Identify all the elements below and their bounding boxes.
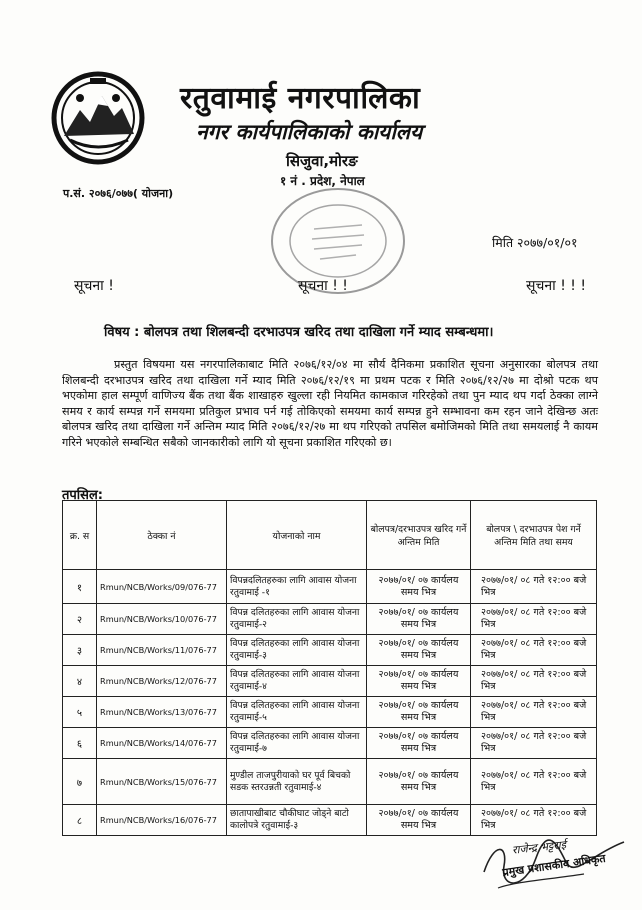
header-contract-no: ठेक्का नं: [97, 501, 227, 570]
cell-purchase-deadline: २०७७/०१/ ०७ कार्यलय समय भित्र: [367, 666, 471, 697]
table-row: [63, 604, 597, 635]
cell-serial: ३: [63, 635, 97, 666]
cell-serial: ४: [63, 666, 97, 697]
cell-project-name: विपन्न दलितहरुका लागि आवास योजना रतुवामाई-४: [227, 666, 367, 697]
table-header-row: [63, 501, 597, 570]
notice-heading-1: सूचना !: [74, 278, 114, 294]
cell-serial: १: [63, 570, 97, 604]
cell-serial: ८: [63, 805, 97, 836]
cell-contract-no: Rmun/NCB/Works/14/076-77: [97, 728, 227, 759]
notice-date: मिति २०७७/०१/०१: [492, 235, 578, 250]
notice-subject: विषय : बोलपत्र तथा शिलबन्दी दरभाउपत्र खरिद तथा दाखिला गर्ने म्याद सम्बन्धमा।: [104, 325, 494, 340]
cell-contract-no: Rmun/NCB/Works/13/076-77: [97, 697, 227, 728]
cell-submit-deadline: २०७७/०१/ ०८ गते १२:०० बजे भित्र: [471, 759, 597, 805]
table-row: [63, 570, 597, 604]
office-title: रतुवामाई नगरपालिका: [180, 81, 421, 116]
cell-submit-deadline: २०७७/०१/ ०८ गते १२:०० बजे भित्र: [471, 728, 597, 759]
table-row: [63, 759, 597, 805]
cell-project-name: विपन्न दलितहरुका लागि आवास योजना रतुवामाई-२: [227, 604, 367, 635]
details-label: तपसिल:: [62, 488, 103, 503]
cell-project-name: मुण्डील ताजपुरीयाको घर पूर्व बिचको सडक स्तरउन्नती रतुवामाई-४: [227, 759, 367, 805]
cell-submit-deadline: २०७७/०१/ ०८ गते १२:०० बजे भित्र: [471, 666, 597, 697]
municipality-emblem-icon: [50, 70, 146, 166]
cell-submit-deadline: २०७७/०१/ ०८ गते १२:०० बजे भित्र: [471, 570, 597, 604]
cell-contract-no: Rmun/NCB/Works/12/076-77: [97, 666, 227, 697]
header-project-name: योजनाको नाम: [227, 501, 367, 570]
cell-serial: २: [63, 604, 97, 635]
cell-submit-deadline: २०७७/०१/ ०८ गते १२:०० बजे भित्र: [471, 805, 597, 836]
cell-project-name: विपन्न दलितहरुका लागि आवास योजना रतुवामाई-३: [227, 635, 367, 666]
bid-schedule-table: [62, 500, 597, 836]
header-serial: क्र. स: [63, 501, 97, 570]
cell-contract-no: Rmun/NCB/Works/11/076-77: [97, 635, 227, 666]
cell-project-name: विपन्न दलितहरुका लागि आवास योजना रतुवामाई-५: [227, 697, 367, 728]
cell-project-name: विपन्न दलितहरुका लागि आवास योजना रतुवामाई-७: [227, 728, 367, 759]
office-province: १ नं . प्रदेश, नेपाल: [280, 174, 365, 188]
notice-heading-3: सूचना ! ! !: [526, 278, 586, 294]
cell-contract-no: Rmun/NCB/Works/16/076-77: [97, 805, 227, 836]
notice-heading-2: सूचना ! !: [298, 278, 348, 294]
table-row: [63, 697, 597, 728]
signatory-name: राजेन्द्र भट्टराई: [511, 838, 567, 857]
office-subtitle: नगर कार्यपालिकाको कार्यालय: [196, 120, 423, 144]
cell-submit-deadline: २०७७/०१/ ०८ गते १२:०० बजे भित्र: [471, 635, 597, 666]
cell-purchase-deadline: २०७७/०१/ ०७ कार्यलय समय भित्र: [367, 604, 471, 635]
table-row: [63, 805, 597, 836]
signatory-role: प्रमुख प्रशासकीय अधिकृत: [501, 851, 607, 880]
notice-body: प्रस्तुत विषयमा यस नगरपालिकाबाट मिति २०७६/१२/०४ मा सौर्य दैनिकमा प्रकाशित सूचना अनुसारका बोलपत्र तथा शिलबन्दी दरभाउपत्र खरिद तथा दाखिला गर्ने म्याद मिति २०७६/१२/१९ मा प्रथम पटक र मिति २०७६/१२/२७ मा दोश्रो पटक थप भएकोमा हाल सम्पूर्ण वाणिज्य बैंक तथा बैंक शाखाहरु खुल्ला रही नियमित कामकाज गरिरहेको तथा पुन म्याद थप गर्दा ठेक्का लाग्ने समय र कार्य सम्पन्न गर्ने समयमा प्रतिकुल प्रभाव पर्न गई तोकिएको समयमा कार्य सम्पन्न हुने सम्भावना कम रहन जाने देखिन्छ अतः बोलपत्र खरिद तथा दाखिला गर्ने अन्तिम म्याद मिति २०७६/१२/२७ मा थप गरिएको तपसिल बमोजिमको मिति तथा समयलाई नै कायम गरिने भएकोले सम्बन्धित सबैको जानकारीको लागि यो सूचना प्रकाशित गरिएको छ।: [62, 358, 598, 449]
table-row: [63, 666, 597, 697]
cell-serial: ७: [63, 759, 97, 805]
cell-project-name: छातापाखीबाट चौकीघाट जोड्ने बाटो कालोपत्रे रतुवामाई-३: [227, 805, 367, 836]
cell-submit-deadline: २०७७/०१/ ०८ गते १२:०० बजे भित्र: [471, 604, 597, 635]
cell-serial: ६: [63, 728, 97, 759]
cell-submit-deadline: २०७७/०१/ ०८ गते १२:०० बजे भित्र: [471, 697, 597, 728]
cell-purchase-deadline: २०७७/०१/ ०७ कार्यलय समय भित्र: [367, 570, 471, 604]
cell-purchase-deadline: २०७७/०१/ ०७ कार्यलय समय भित्र: [367, 635, 471, 666]
cell-serial: ५: [63, 697, 97, 728]
table-row: [63, 728, 597, 759]
cell-purchase-deadline: २०७७/०१/ ०७ कार्यलय समय भित्र: [367, 728, 471, 759]
cell-purchase-deadline: २०७७/०१/ ०७ कार्यलय समय भित्र: [367, 697, 471, 728]
cell-contract-no: Rmun/NCB/Works/15/076-77: [97, 759, 227, 805]
cell-purchase-deadline: २०७७/०१/ ०७ कार्यलय समय भित्र: [367, 759, 471, 805]
cell-purchase-deadline: २०७७/०१/ ०७ कार्यलय समय भित्र: [367, 805, 471, 836]
reference-number: प.सं. २०७६/०७७( योजना): [63, 187, 174, 200]
cell-project-name: विपन्नदलितहरुका लागि आवास योजना रतुवामाई -१: [227, 570, 367, 604]
cell-contract-no: Rmun/NCB/Works/09/076-77: [97, 570, 227, 604]
header-purchase-deadline: बोलपत्र/दरभाउपत्र खरिद गर्ने अन्तिम मिति: [367, 501, 471, 570]
cell-contract-no: Rmun/NCB/Works/10/076-77: [97, 604, 227, 635]
office-place: सिजुवा,मोरङ: [286, 152, 358, 170]
table-row: [63, 635, 597, 666]
header-submit-deadline: बोलपत्र \ दरभाउपत्र पेश गर्ने अन्तिम मिति तथा समय: [471, 501, 597, 570]
